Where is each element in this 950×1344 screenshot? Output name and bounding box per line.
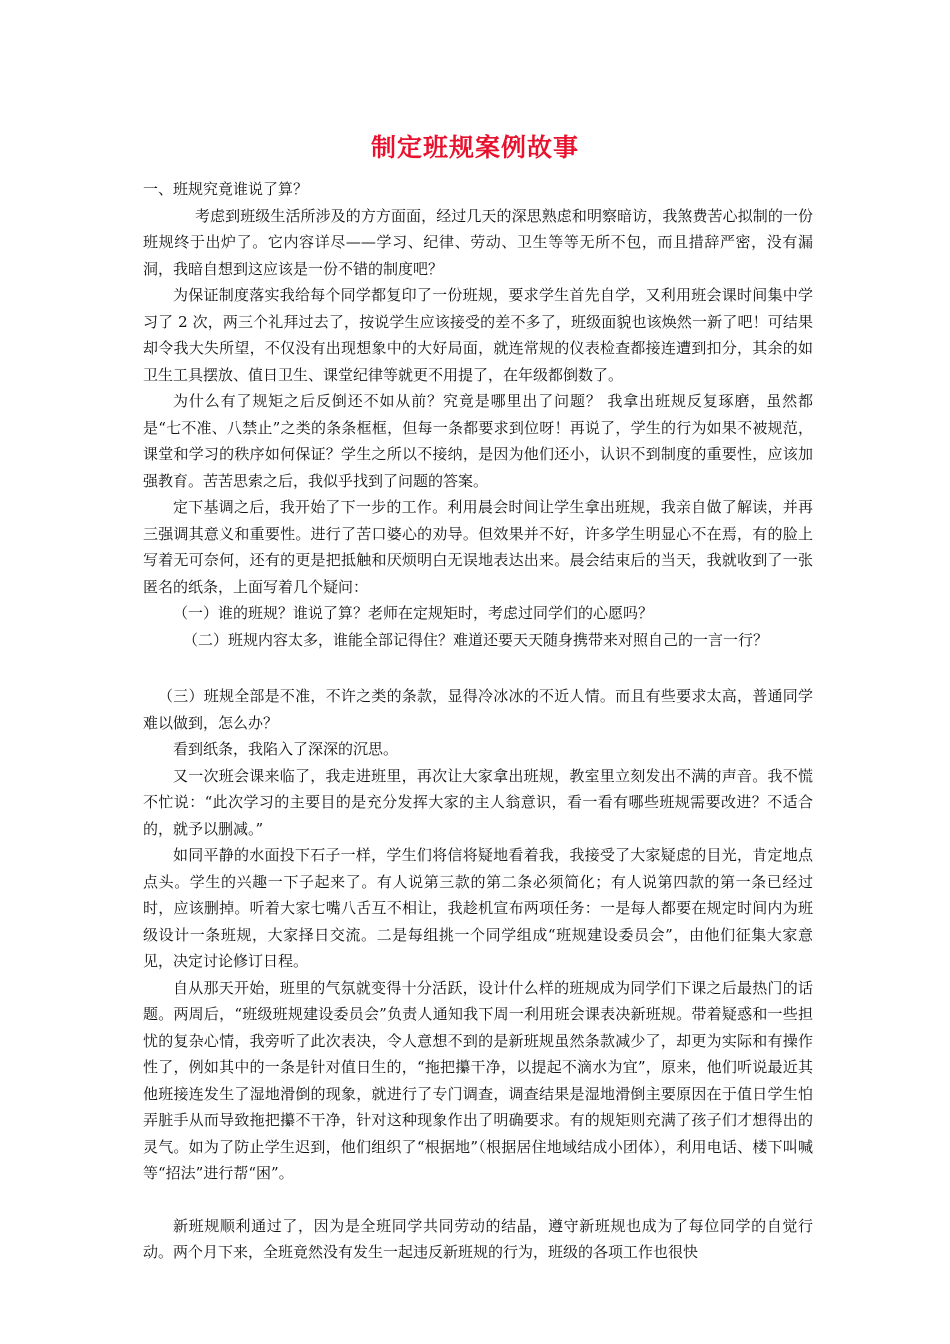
- paragraph-4: 定下基调之后，我开始了下一步的工作。利用晨会时间让学生拿出班规，我亲自做了解读，并再三强调其意义和重要性。进行了苦口婆心的劝导。但效果并不好，许多学生明显心不在焉，有的脸上写着无可奈何，还有的更是把抵触和厌烦明白无误地表达出来。晨会结束后的当天，我就收到了一张匿名的纸条，上面写着几个疑问：: [143, 498, 813, 596]
- document-body: [143, 176, 813, 1266]
- spacer: [143, 1187, 813, 1213]
- paragraph-6: 又一次班会课来临了，我走进班里，再次让大家拿出班规，教室里立刻发出不满的声音。我不慌不忙说：“此次学习的主要目的是充分发挥大家的主人翁意识，看一看有哪些班规需要改进？不适合的，就予以删减。”: [143, 766, 813, 838]
- document-title: 制定班规案例故事: [370, 133, 579, 162]
- paragraph-7: 如同平静的水面投下石子一样，学生们将信将疑地看着我，我接受了大家疑虑的目光，肯定地点点头。学生的兴趣一下子起来了。有人说第三款的第二条必须简化；有人说第四款的第一条已经过时，应该删掉。听着大家七嘴八舌互不相让，我趁机宣布两项任务：一是每人都要在规定时间内为班级设计一条班规，大家择日交流。二是每组挑一个同学组成“班规建设委员会”，由他们征集大家意见，决定讨论修订日程。: [143, 846, 813, 970]
- paragraph-9: 新班规顺利通过了，因为是全班同学共同劳动的结晶，遵守新班规也成为了每位同学的自觉行动。两个月下来，全班竟然没有发生一起违反新班规的行为，班级的各项工作也很快: [143, 1216, 813, 1261]
- section-heading: 一、班规究竟谁说了算？: [143, 180, 309, 198]
- spacer: [143, 653, 813, 683]
- paragraph-3: 为什么有了规矩之后反倒还不如从前？究竟是哪里出了问题？ 我拿出班规反复琢磨，虽然都是“七不准、八禁止”之类的条条框框，但每一条都要求到位呀！再说了，学生的行为如果不被规范，课堂和学习的秩序如何保证？学生之所以不接纳，是因为他们还小，认识不到制度的重要性，应该加强教育。苦苦思索之后，我似乎找到了问题的答案。: [143, 392, 813, 490]
- paragraph-5: 看到纸条，我陷入了深深的沉思。: [173, 740, 399, 758]
- paragraph-8: 自从那天开始，班里的气氛就变得十分活跃，设计什么样的班规成为同学们下课之后最热门的话题。两周后，“班级班规建设委员会”负责人通知我下周一利用班会课表决新班规。带着疑惑和一些担忧的复杂心情，我旁听了此次表决，令人意想不到的是新班规虽然条款减少了，却更为实际和有操作性了，例如其中的一条是针对值日生的，“拖把攥干净，以提起不滴水为宜”，原来，他们听说最近其他班接连发生了湿地滑倒的现象，就进行了专门调查，调查结果是湿地滑倒主要原因在于值日学生怕弄脏手从而导致拖把攥不干净，针对这种现象作出了明确要求。有的规矩则充满了孩子们才想得出的灵气。如为了防止学生迟到，他们组织了“根据地”（根据居住地域结成小团体），利用电话、楼下叫喊等“招法”进行帮“困”。: [143, 978, 813, 1182]
- question-2: （二）班规内容太多，谁能全部记得住？难道还要天天随身携带来对照自己的一言一行？: [183, 630, 769, 649]
- paragraph-1: 考虑到班级生活所涉及的方方面面，经过几天的深思熟虑和明察暗访，我煞费苦心拟制的一份班规终于出炉了。它内容详尽——学习、纪律、劳动、卫生等等无所不包，而且措辞严密，没有漏洞，我暗自想到这应该是一份不错的制度吧？: [143, 206, 813, 278]
- paragraph-2: 为保证制度落实我给每个同学都复印了一份班规，要求学生首先自学，又利用班会课时间集中学习了 2 次，两三个礼拜过去了，按说学生应该接受的差不多了，班级面貌也该焕然一新了吧！可结果却令我大失所望，不仅没有出现想象中的大好局面，就连常规的仪表检查都接连遭到扣分，其余的如卫生工具摆放、值日卫生、课堂纪律等就更不用提了，在年级都倒数了。: [143, 286, 813, 384]
- question-1: （一）谁的班规？谁说了算？老师在定规矩时，考虑过同学们的心愿吗？: [173, 604, 654, 622]
- question-3: （三）班规全部是不准，不许之类的条款，显得冷冰冰的不近人情。而且有些要求太高，普通同学难以做到，怎么办？: [143, 687, 813, 732]
